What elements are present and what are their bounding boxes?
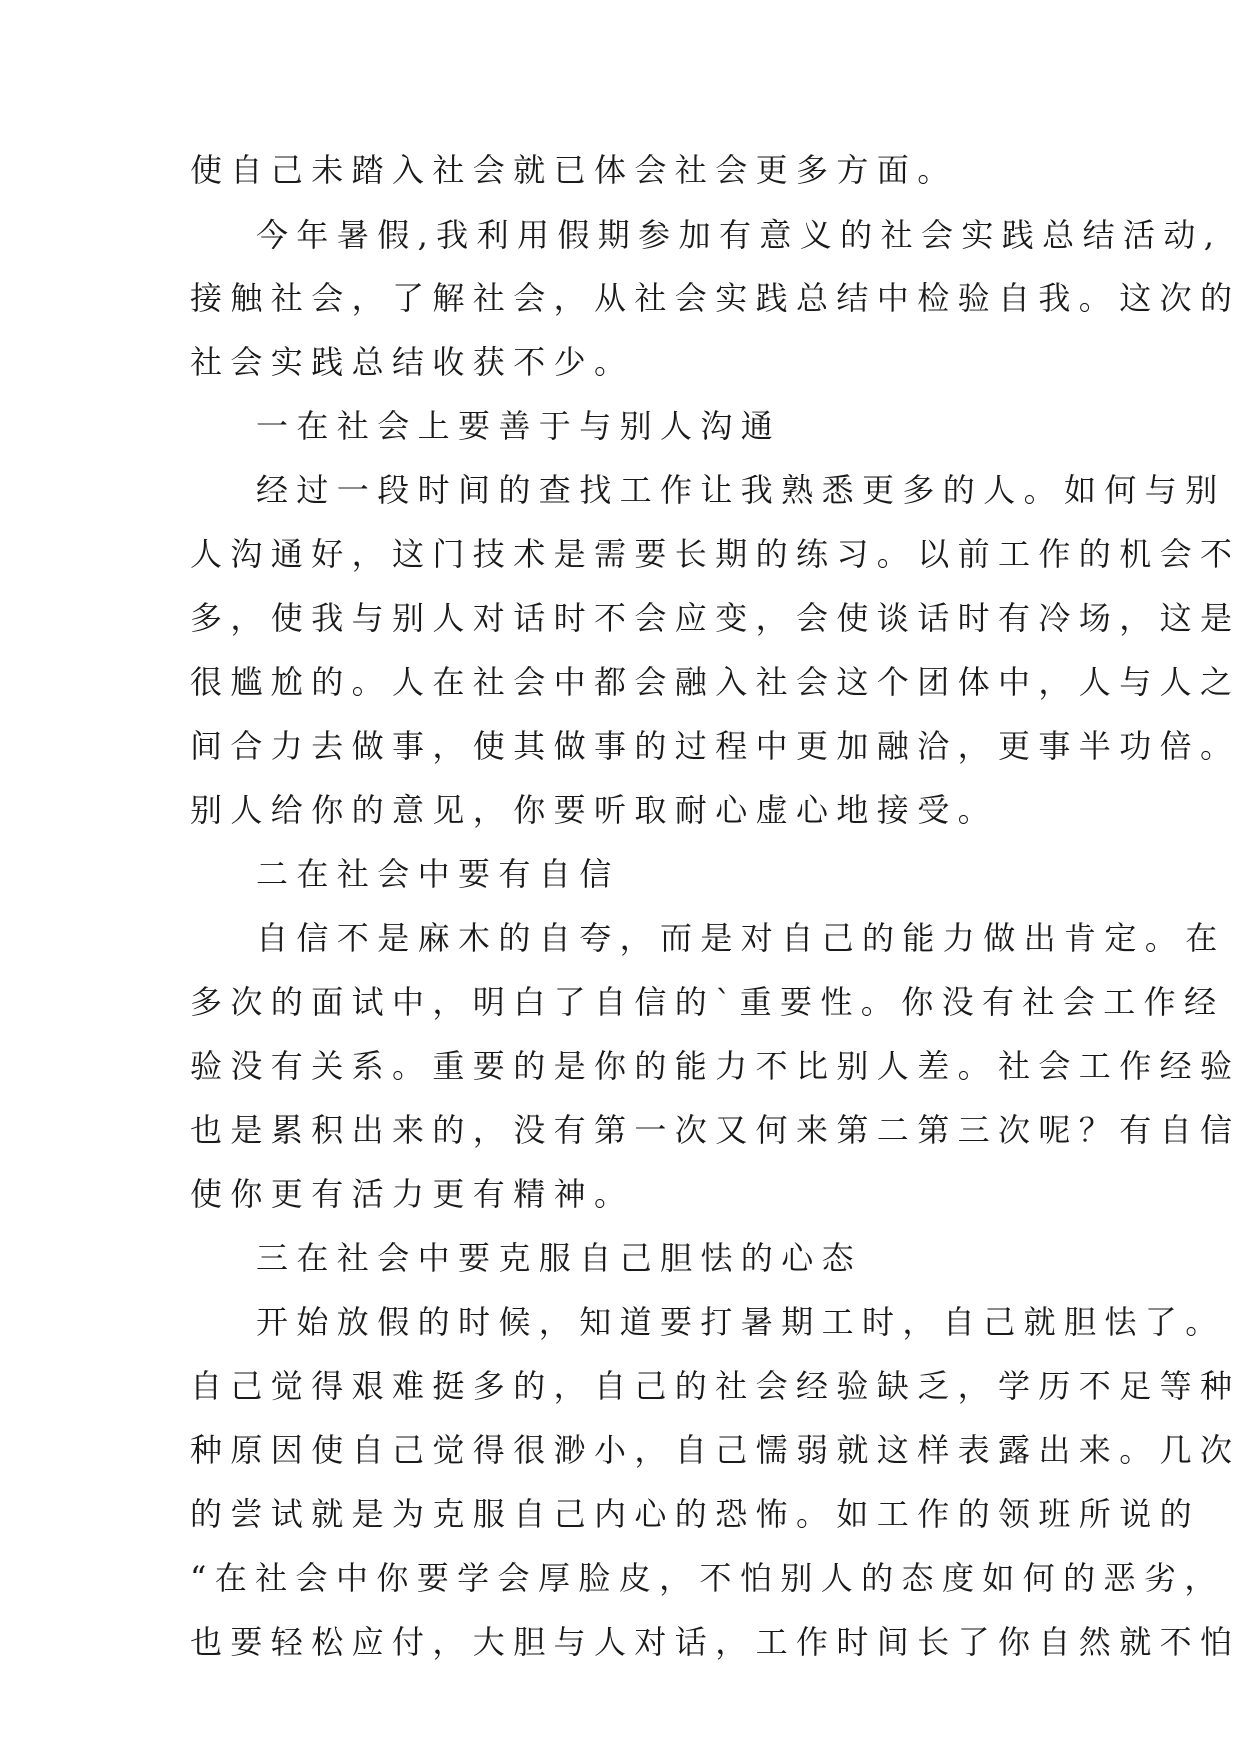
text-line: 间合力去做事，使其做事的过程中更加融洽，更事半功倍。: [190, 727, 1241, 765]
paragraph-first-line: 开始放假的时候，知道要打暑期工时，自己就胆怯了。: [256, 1303, 1226, 1341]
paragraph-first-line: 经过一段时间的查找工作让我熟悉更多的人。如何与别: [256, 471, 1226, 509]
text-line: 接触社会，了解社会，从社会实践总结中检验自我。这次的: [190, 279, 1241, 317]
text-line: 社会实践总结收获不少。: [190, 343, 635, 381]
text-line: 别人给你的意见，你要听取耐心虚心地接受。: [190, 791, 999, 829]
text-line: 的尝试就是为克服自己内心的恐怖。如工作的领班所说的: [190, 1495, 1201, 1533]
text-line: 多，使我与别人对话时不会应变，会使谈话时有冷场，这是: [190, 599, 1241, 637]
paragraph-first-line: 自信不是麻木的自夸，而是对自己的能力做出肯定。在: [256, 919, 1226, 957]
text-line: 也是累积出来的，没有第一次又何来第二第三次呢？有自信: [190, 1111, 1241, 1149]
text-line: 种原因使自己觉得很渺小，自己懦弱就这样表露出来。几次: [190, 1431, 1241, 1469]
text-line: 很尴尬的。人在社会中都会融入社会这个团体中，人与人之: [190, 663, 1241, 701]
paragraph-first-line: 今年暑假,我利用假期参加有意义的社会实践总结活动,: [256, 216, 1223, 254]
section-heading: 二在社会中要有自信: [256, 855, 620, 893]
text-line: 自己觉得艰难挺多的，自己的社会经验缺乏，学历不足等种: [190, 1367, 1241, 1405]
section-heading: 三在社会中要克服自己胆怯的心态: [256, 1239, 863, 1277]
text-line: 多次的面试中，明白了自信的`重要性。你没有社会工作经: [190, 983, 1225, 1021]
text-line: 人沟通好，这门技术是需要长期的练习。以前工作的机会不: [190, 535, 1241, 573]
section-heading: 一在社会上要善于与别人沟通: [256, 407, 782, 445]
text-line: 使自己未踏入社会就已体会社会更多方面。: [190, 151, 958, 189]
text-line: 使你更有活力更有精神。: [190, 1175, 635, 1213]
text-line: 也要轻松应付，大胆与人对话，工作时间长了你自然就不怕: [190, 1623, 1241, 1661]
text-line: 验没有关系。重要的是你的能力不比别人差。社会工作经验: [190, 1047, 1241, 1085]
text-line: “在社会中你要学会厚脸皮，不怕别人的态度如何的恶劣，: [190, 1559, 1225, 1597]
